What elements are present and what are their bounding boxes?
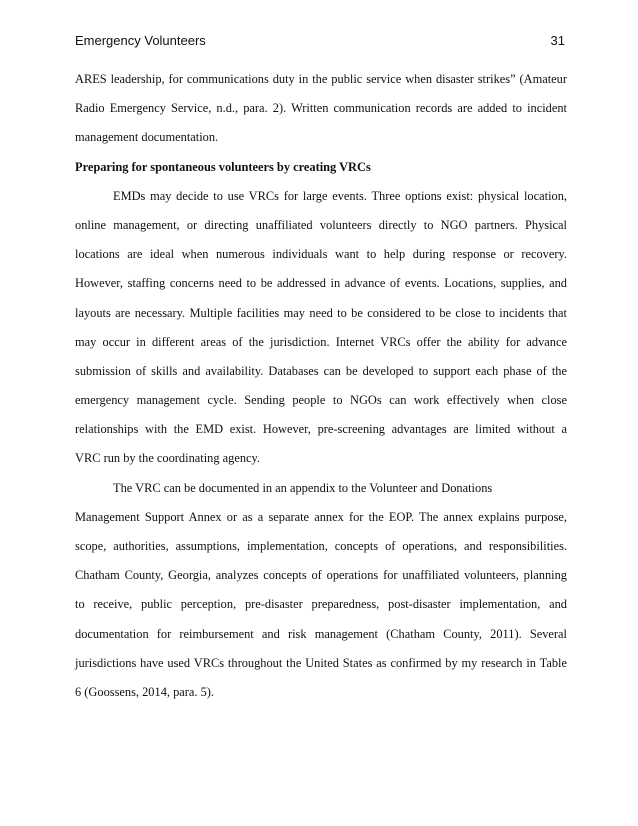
paragraph-line: to receive, public perception, pre-disaster preparedness, post-disaster implementation, and	[75, 597, 567, 612]
paragraph-line: ARES leadership, for communications duty in the public service when disaster strikes” (Amateur	[75, 72, 567, 86]
paragraph-line: management documentation.	[75, 130, 219, 145]
page-number: 31	[550, 33, 565, 48]
running-head	[75, 33, 565, 48]
paragraph-line: scope, authorities, assumptions, implementation, concepts of operations, and responsibilities.	[75, 539, 567, 553]
paragraph-line: EMDs may decide to use VRCs for large events. Three options exist: physical location,	[113, 188, 567, 203]
paragraph-line: locations are ideal when numerous individuals want to help during response or recovery.	[75, 247, 567, 262]
paragraph-line: layouts are necessary. Multiple facilities may need to be considered to be close to incidents that	[75, 305, 567, 320]
paragraph-line: relationships with the EMD exist. However, pre-screening advantages are limited without a	[75, 422, 567, 437]
paragraph-line: submission of skills and availability. Databases can be developed to support each phase of the	[75, 363, 567, 378]
paragraph-line: documentation for reimbursement and risk management (Chatham County, 2011). Several	[75, 626, 567, 641]
paragraph-line: 6 (Goossens, 2014, para. 5).	[75, 684, 215, 699]
paragraph-line: may occur in different areas of the jurisdiction. Internet VRCs offer the ability for advance	[75, 334, 567, 349]
paragraph-line: However, staffing concerns need to be addressed in advance of events. Locations, supplies, and	[75, 276, 567, 291]
paragraph-line: emergency management cycle. Sending people to NGOs can work effectively when close	[75, 393, 567, 408]
paragraph-line: online management, or directing unaffiliated volunteers directly to NGO partners. Physical	[75, 217, 567, 232]
paragraph-line: Chatham County, Georgia, analyzes concepts of operations for unaffiliated volunteers, planning	[75, 568, 567, 583]
paragraph-line: Radio Emergency Service, n.d., para. 2). Written communication records are added to incident	[75, 101, 567, 116]
paragraph-line: The VRC can be documented in an appendix to the Volunteer and Donations	[113, 480, 493, 495]
paragraph-line: Management Support Annex or as a separate annex for the EOP. The annex explains purpose,	[75, 509, 567, 524]
section-heading: Preparing for spontaneous volunteers by creating VRCs	[75, 159, 371, 174]
paragraph-line: jurisdictions have used VRCs throughout the United States as confirmed by my research in Table	[75, 655, 567, 670]
paragraph-line: VRC run by the coordinating agency.	[75, 451, 261, 466]
body-text	[75, 65, 567, 707]
running-head-title: Emergency Volunteers	[75, 33, 206, 48]
